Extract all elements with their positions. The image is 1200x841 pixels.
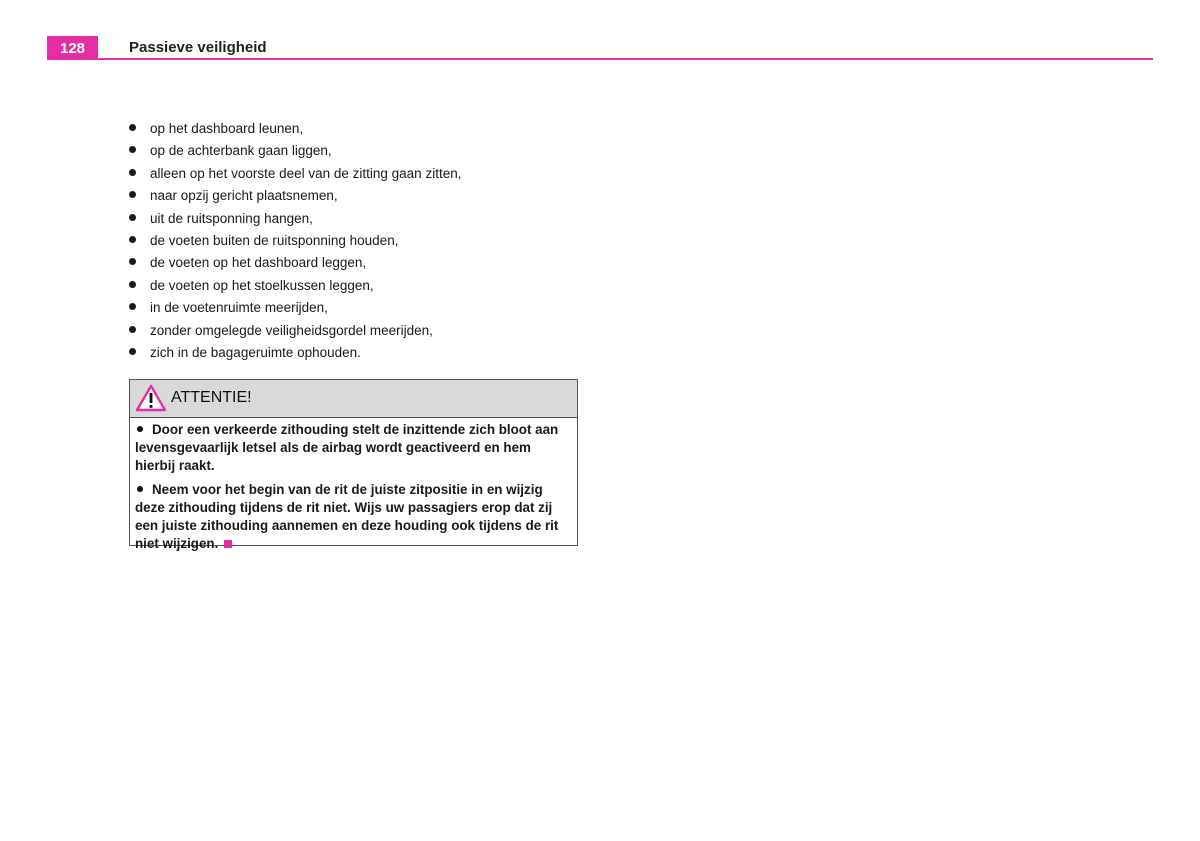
- warning-paragraph-text: Neem voor het begin van de rit de juiste zitpositie in en wijzig deze zithouding tijdens de rit niet. Wijs uw passagiers erop dat zij een juiste zithouding aannemen en deze houding ook tijdens de rit niet wijzigen.: [135, 482, 559, 551]
- warning-paragraph: [135, 421, 572, 475]
- section-title: Passieve veiligheid: [129, 39, 267, 56]
- bullet-icon: [137, 486, 143, 492]
- list-item-text: de voeten buiten de ruitsponning houden,: [150, 233, 399, 249]
- end-square-icon: [224, 540, 232, 548]
- list-item-text: alleen op het voorste deel van de zitting gaan zitten,: [150, 165, 462, 181]
- bullet-icon: [129, 281, 136, 288]
- list-item: [129, 163, 461, 185]
- bullet-icon: [129, 236, 136, 243]
- list-item: [129, 118, 461, 140]
- warning-paragraph-text: Door een verkeerde zithouding stelt de inzittende zich bloot aan levensgevaarlijk letsel als de airbag wordt geactiveerd en hem hierbij raakt.: [135, 422, 559, 473]
- warning-header: [130, 380, 577, 418]
- warning-title: ATTENTIE!: [171, 389, 252, 406]
- list-item-text: op het dashboard leunen,: [150, 121, 304, 136]
- list-item: [129, 297, 461, 319]
- bullet-icon: [129, 303, 136, 310]
- warning-body: [130, 418, 577, 553]
- bullet-icon: [129, 214, 136, 221]
- bullet-icon: [129, 124, 136, 131]
- list-item: [129, 208, 461, 230]
- bullet-icon: [129, 348, 136, 355]
- list-item: [129, 320, 461, 342]
- bullet-list: [129, 118, 461, 364]
- list-item: [129, 140, 461, 162]
- list-item-text: in de voetenruimte meerijden,: [150, 300, 328, 316]
- bullet-icon: [129, 258, 136, 265]
- bullet-icon: [137, 426, 143, 432]
- bullet-icon: [129, 191, 136, 198]
- list-item: [129, 252, 461, 274]
- list-item: [129, 275, 461, 297]
- list-item-text: naar opzij gericht plaatsnemen,: [150, 188, 338, 204]
- header-divider: [98, 58, 1153, 60]
- list-item: [129, 185, 461, 207]
- list-item-text: de voeten op het stoelkussen leggen,: [150, 277, 374, 293]
- warning-box: [129, 379, 578, 551]
- list-item-text: op de achterbank gaan liggen,: [150, 143, 332, 159]
- bullet-icon: [129, 326, 136, 333]
- list-item: [129, 230, 461, 252]
- bullet-icon: [129, 169, 136, 176]
- warning-paragraph: [135, 481, 572, 553]
- list-item-text: de voeten op het dashboard leggen,: [150, 255, 367, 271]
- list-item-text: zonder omgelegde veiligheidsgordel meerijden,: [150, 322, 433, 338]
- list-item: [129, 342, 461, 364]
- list-item-text: uit de ruitsponning hangen,: [150, 210, 313, 226]
- list-item-text: zich in de bagageruimte ophouden.: [150, 345, 361, 361]
- bullet-icon: [129, 146, 136, 153]
- page-number: 128: [47, 36, 98, 60]
- warning-triangle-icon: [135, 384, 167, 412]
